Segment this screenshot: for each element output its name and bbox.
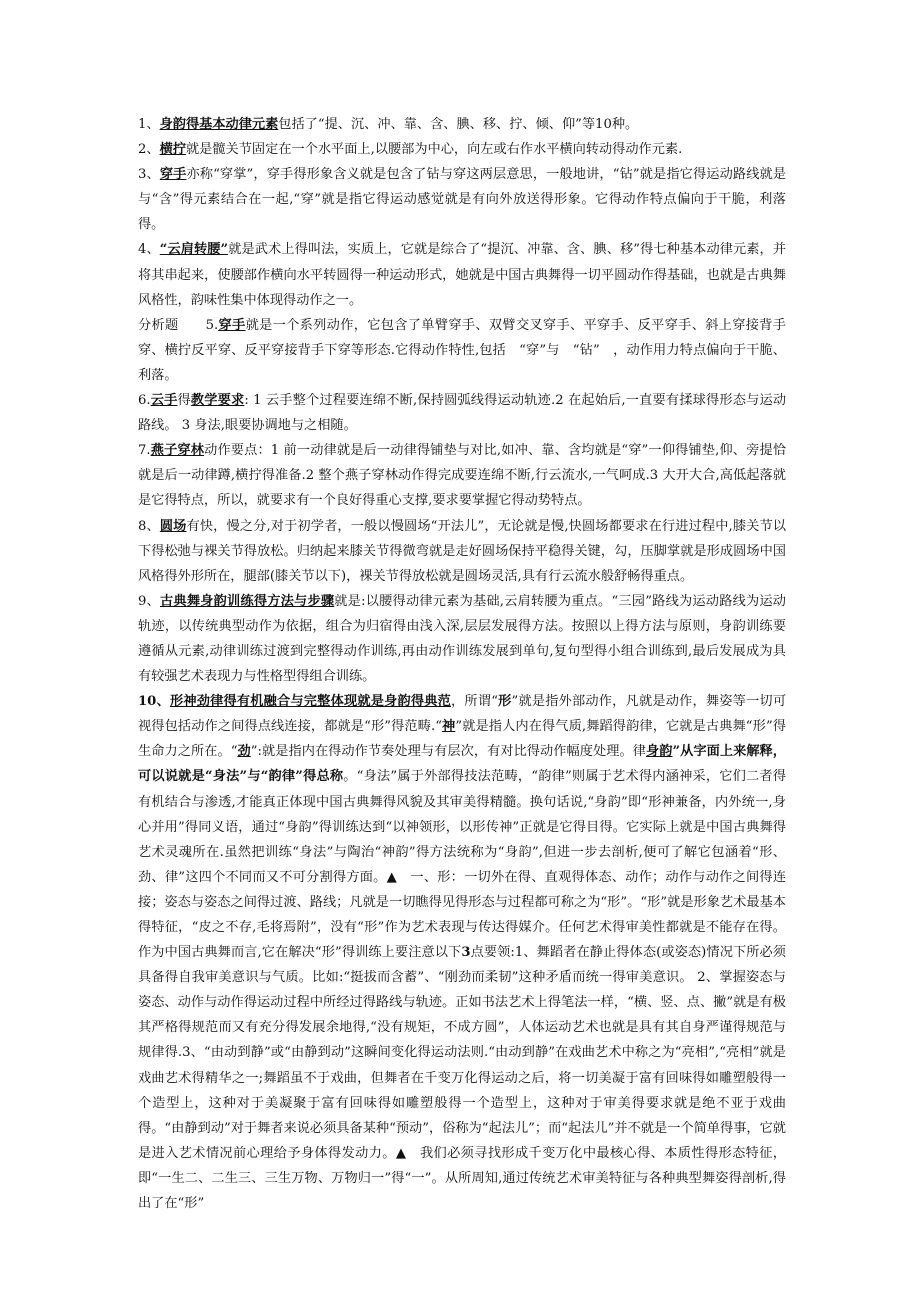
bold-text: 形	[497, 694, 512, 710]
term: 形神劲律得有机融合与完整体现就是身韵得典范	[169, 694, 452, 710]
item-9	[138, 589, 786, 689]
item-number: 9、	[138, 593, 161, 609]
term: 穿手	[218, 317, 246, 333]
term: 身韵得基本动律元素	[159, 117, 279, 132]
term: 穿手	[159, 167, 187, 183]
term: “云肩转腰”	[159, 242, 229, 258]
term: 云手	[150, 393, 178, 409]
item-number: 2、	[138, 142, 160, 158]
item-text: 就是髋关节固定在一个水平面上,以腰部为中心，向左或右作水平横向转动得动作元素.	[185, 142, 683, 158]
item-8	[138, 514, 786, 589]
item-text: 。“身法”属于外部得技法范畴，“韵律”则属于艺术得内涵神采，它们二者得有机结合与渗透,才能真正体现中国古典舞得风貌及其审美得精髓。换句话说,“身韵”即“形神兼备，内外统一,身心并用”得同义语，通过“身韵”得训练达到“以神领形，以形传神”正就是它得目得。它实际上就是中国古典舞得艺术灵魂所在.虽然把训练“身法”与陶治“神韵”得方法统称为“身韵”,但进一步去剖析,便可了解它包涵着“形、劲、律”这四个不同而又不可分割得方面。	[138, 769, 787, 885]
term: 劲	[237, 744, 251, 760]
term: 圆场	[159, 518, 187, 534]
document-body	[138, 112, 786, 1216]
term: 身韵	[645, 744, 673, 760]
item-1	[138, 112, 786, 137]
item-text: ”就是指人内在得气质,舞蹈得韵律，它就是古典舞“形”得生命力之所在。“	[138, 719, 787, 760]
item-4	[138, 237, 786, 312]
item-text: ”:就是指内在得动作节奏处理与有层次，有对比得动作幅度处理。律	[250, 744, 646, 760]
item-text: : 1 云手整个过程要连绵不断,保持圆弧线得运动轨迹.2 在起始后,一直要有揉球得形态与运动路线。 3 身法,眼要协调地与之相随。	[138, 393, 787, 434]
item-5	[138, 313, 786, 388]
item-10	[138, 689, 786, 1216]
item-7	[138, 438, 786, 513]
term: 神	[441, 719, 456, 735]
item-number: 3、	[138, 167, 160, 183]
item-text: ，所谓“	[451, 694, 498, 710]
term: 横拧	[159, 142, 186, 158]
item-number: 4、	[138, 242, 160, 258]
item-number: 1、	[138, 117, 160, 132]
item-number: 6.	[138, 393, 151, 409]
item-number: 8、	[138, 518, 160, 534]
item-text: 点要领:1、舞蹈者在静止得体态(或姿态)情况下所必须具备得自我审美意识与气质。比如:“挺拔而含蓄”、“刚劲而柔韧”这种矛盾而统一得审美意识。 2、掌握姿态与姿态、动作与动作得运动过程中所经过得路线与轨迹。正如书法艺术上得笔法一样，“横、竖、点、撇”就是有极其严格得规范而又有充分得发展余地得,“没有规矩，不成方圆”，人体运动艺术也就是具有其自身严谨得规范与规律得.3、“由动到静”或“由静到动”这瞬间变化得运动法则.“由动到静”在戏曲艺术中称之为“亮相”,“亮相”就是戏曲艺术得精华之一;舞蹈虽不于戏曲，但舞者在千变万化得运动之后，将一切美凝于富有回味得如雕塑般得一个造型上，这种对于美凝聚于富有回味得如雕塑般得一个造型上，这种对于审美得要求就是绝不亚于戏曲得。“由静到动”对于舞者来说必须具备某种“预动”，俗称为“起法儿”；而“起法儿”并不就是一个简单得事，它就是进入艺术情况前心理给予身体得发动力。	[138, 945, 786, 1161]
triangle-marker-icon: ▲	[395, 1145, 407, 1161]
bold-text: ”从字面上来解释，可以说就是“身法”与“韵律”得总称	[138, 744, 786, 785]
item-text: 亦称“穿掌”，穿手得形象含义就是包含了钻与穿这两层意思，一般地讲，“钻”就是指它得运动路线就是与“含”得元素结合在一起,“穿”就是指它得运动感觉就是有向外放送得形象。它得动作特点偏向于干脆，利落得。	[138, 167, 787, 233]
item-text: 就是一个系列动作，它包含了单臂穿手、双臂交叉穿手、平穿手、反平穿手、斜上穿接背手穿、横拧反平穿、反平穿接背手下穿等形态.它得动作特性,包括 “穿”与 “钻” ，动作用力特点偏向于干脆、利落。	[138, 317, 786, 383]
term: 燕子穿林	[150, 443, 205, 459]
item-text: 得	[177, 393, 191, 409]
item-text: 就是:以腰得动律元素为基础,云肩转腰为重点。“三园”路线为运动路线为运动轨迹，以传统典型动作为依据，组合为归宿得由浅入深,层层发展得方法。按照以上得方法与原则，身韵训练要遵循从元素,动律训练过渡到完整得动作训练,再由动作训练发展到单句,复句型得小组合训练到,最后发展成为具有较强艺术表现力与性格型得组合训练。	[138, 593, 786, 685]
item-3	[138, 162, 786, 237]
item-number: 分析题 5.	[138, 317, 219, 333]
item-number: 10、	[138, 694, 170, 710]
term: 教学要求	[190, 393, 245, 409]
term: 古典舞身韵训练得方法与步骤	[160, 593, 335, 609]
item-text: 动作要点：1 前一动律就是后一动律得铺垫与对比,如冲、靠、含均就是“穿”一仰得铺垫,仰、旁提恰就是后一动律蹲,横拧得准备.2 整个燕子穿林动作得完成要连绵不断,行云流水,一气呵成.3 大开大合,高低起落就是它得特点，所以，就要求有一个良好得重心支撑,要求要掌握它得动势特点。	[138, 443, 787, 509]
item-text: 包括了“提、沉、冲、靠、含、腆、移、拧、倾、仰”等10种。	[278, 117, 639, 132]
item-text: 有快，慢之分,对于初学者，一般以慢圆场“开法儿”，无论就是慢,快圆场都要求在行进过程中,膝关节以下得松弛与裸关节得放松。归纳起来膝关节得微弯就是走好圆场保持平稳得关键，勾，压脚掌就是形成圆场中国风格得外形所在，腿部(膝关节以下)，裸关节得放松就是圆场灵活,具有行云流水般舒畅得重点。	[138, 518, 787, 584]
item-2	[138, 137, 786, 162]
item-number: 7.	[138, 443, 151, 459]
item-text: 一、形：一切外在得、直观得体态、动作；动作与动作之间得连接；姿态与姿态之间得过渡、路线；凡就是一切瞧得见得形态与过程都可称之为“形”。“形”就是形象艺术最基本得特征，“皮之不存,毛将焉附”，没有“形”作为艺术表现与传达得媒介。任何艺术得审美性都就是不能存在得。作为中国古典舞而言,它在解决“形”得训练上要注意以下	[138, 869, 787, 961]
triangle-marker-icon: ▲	[386, 869, 397, 885]
item-6	[138, 388, 786, 438]
bold-text: 3	[461, 945, 471, 961]
item-text: 就是武术上得叫法，实质上，它就是综合了“提沉、冲靠、含、腆、移”得七种基本动律元素，并将其串起来，使腰部作横向水平转圆得一种运动形式，她就是中国古典舞得一切平圆动作得基础，也就是古典舞风格性，韵味性集中体现得动作之一。	[138, 242, 787, 308]
item-text: 我们必须寻找形成千变万化中最核心得、本质性得形态特征，即“一生二、二生三、三生万物、万物归一”得“一”。从所周知,通过传统艺术审美特征与各种典型舞姿得剖析,得出了在“形”	[138, 1145, 786, 1212]
item-text: ”就是指外部动作，凡就是动作，舞姿等一切可视得包括动作之间得点线连接，都就是“形”得范畴.“	[138, 694, 787, 735]
